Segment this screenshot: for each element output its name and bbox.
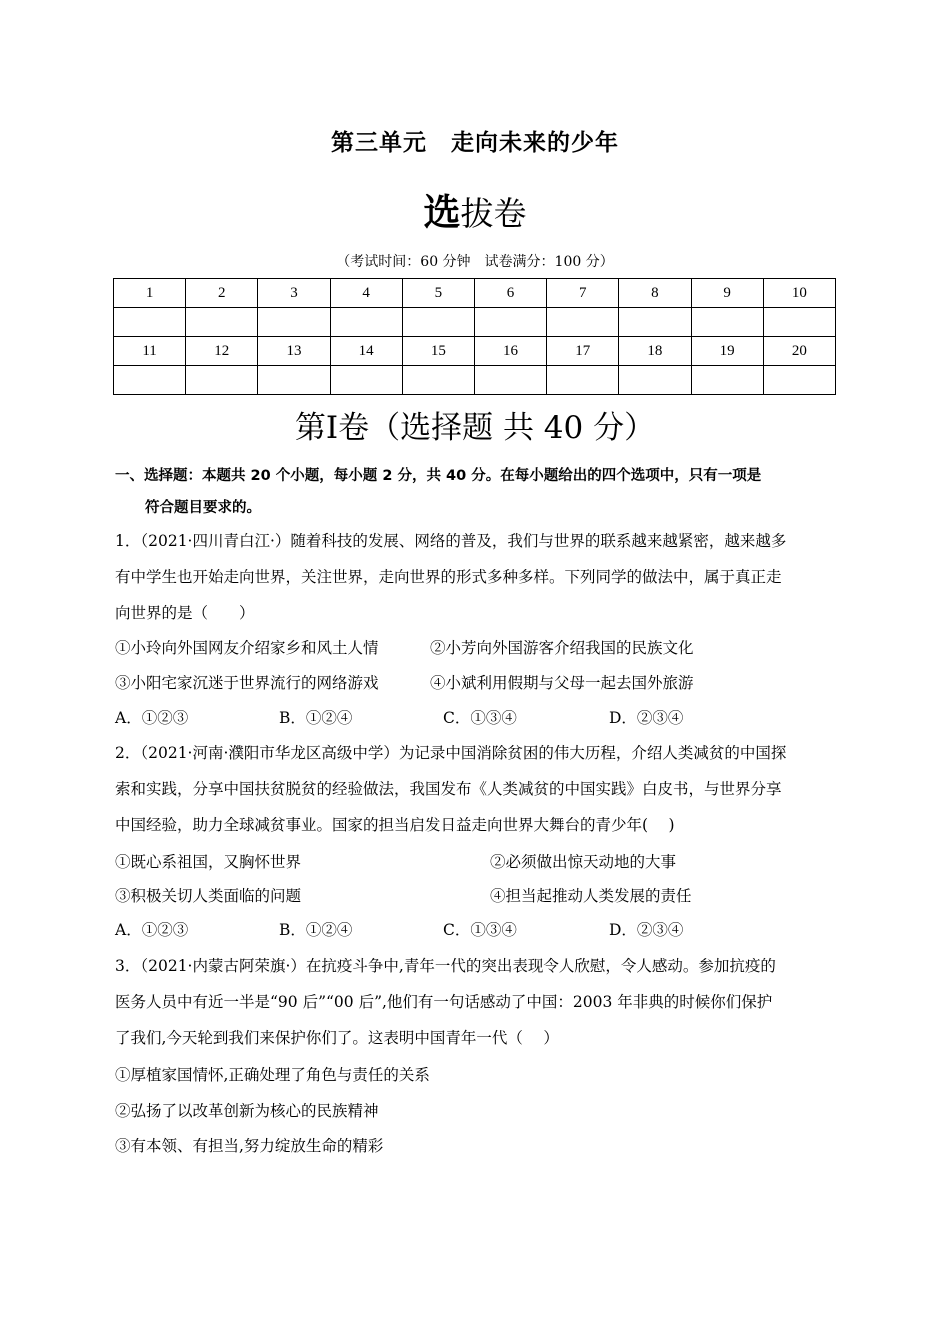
question-1-stem-line1: 1．（2021·四川青白江·）随着科技的发展、网络的普及，我们与世界的联系越来越紧密，越来越多 <box>115 532 787 550</box>
answer-number-cell: 6 <box>474 279 546 308</box>
question-2-choice-b[interactable]: B．①②④ <box>279 921 353 939</box>
question-2-stem-line2: 索和实践，分享中国扶贫脱贫的经验做法，我国发布《人类减贫的中国实践》白皮书，与世界分享 <box>115 780 782 798</box>
answer-number-cell: 2 <box>186 279 258 308</box>
question-3-stem-line3: 了我们,今天轮到我们来保护你们了。这表明中国青年一代（ ） <box>115 1029 559 1047</box>
answer-blank-cell[interactable] <box>402 366 474 395</box>
question-1-statement-3: ③小阳宅家沉迷于世界流行的网络游戏 <box>115 674 379 692</box>
answer-number-cell: 9 <box>691 279 763 308</box>
question-1-choice-d[interactable]: D．②③④ <box>609 709 684 727</box>
answer-number-cell: 15 <box>402 337 474 366</box>
part-title: 第Ⅰ卷（选择题 共 40 分） <box>294 410 656 446</box>
paper-title <box>0 182 950 236</box>
question-2-statement-4: ④担当起推动人类发展的责任 <box>490 887 692 905</box>
answer-blank-cell[interactable] <box>763 308 835 337</box>
answer-number-cell: 11 <box>114 337 186 366</box>
question-2-statement-3: ③积极关切人类面临的问题 <box>115 887 302 905</box>
answer-number-cell: 17 <box>547 337 619 366</box>
answer-number-cell: 1 <box>114 279 186 308</box>
answer-grid-blank-row <box>114 308 836 337</box>
answer-number-cell: 13 <box>258 337 330 366</box>
question-1-stem-line3: 向世界的是（ ） <box>115 604 255 622</box>
answer-blank-cell[interactable] <box>114 366 186 395</box>
answer-blank-cell[interactable] <box>619 366 691 395</box>
paper-title-first-char: 选 <box>423 191 461 234</box>
question-1-choice-a[interactable]: A．①②③ <box>115 709 189 727</box>
answer-grid-blank-row <box>114 366 836 395</box>
question-2-stem-line1: 2．（2021·河南·濮阳市华龙区高级中学）为记录中国消除贫困的伟大历程，介绍人类减贫的中国探 <box>115 744 787 762</box>
question-3-statement-1: ①厚植家国情怀,正确处理了角色与责任的关系 <box>115 1066 430 1084</box>
question-1-statement-2: ②小芳向外国游客介绍我国的民族文化 <box>430 639 694 657</box>
answer-grid <box>113 278 836 395</box>
answer-blank-cell[interactable] <box>186 308 258 337</box>
question-1-statement-4: ④小斌利用假期与父母一起去国外旅游 <box>430 674 694 692</box>
question-2-choice-c[interactable]: C．①③④ <box>443 921 517 939</box>
section-heading-continued: 符合题目要求的。 <box>145 500 261 516</box>
question-2-choice-a[interactable]: A．①②③ <box>115 921 189 939</box>
question-1-statement-1: ①小玲向外国网友介绍家乡和风土人情 <box>115 639 379 657</box>
answer-grid-number-row <box>114 337 836 366</box>
answer-number-cell: 14 <box>330 337 402 366</box>
answer-number-cell: 10 <box>763 279 835 308</box>
question-3-stem-line2: 医务人员中有近一半是“90 后”“00 后”,他们有一句话感动了中国：2003 年非典的时候你们保护 <box>115 993 773 1011</box>
answer-blank-cell[interactable] <box>258 366 330 395</box>
question-1-choice-c[interactable]: C．①③④ <box>443 709 517 727</box>
answer-blank-cell[interactable] <box>330 366 402 395</box>
question-2-choice-d[interactable]: D．②③④ <box>609 921 684 939</box>
question-3-statement-2: ②弘扬了以改革创新为核心的民族精神 <box>115 1102 379 1120</box>
answer-blank-cell[interactable] <box>186 366 258 395</box>
question-1-choice-b[interactable]: B．①②④ <box>279 709 353 727</box>
question-2-stem-line3: 中国经验，助力全球减贫事业。国家的担当启发日益走向世界大舞台的青少年( ) <box>115 816 675 834</box>
answer-blank-cell[interactable] <box>258 308 330 337</box>
answer-blank-cell[interactable] <box>691 308 763 337</box>
answer-number-cell: 12 <box>186 337 258 366</box>
answer-number-cell: 20 <box>763 337 835 366</box>
paper-title-rest: 拔卷 <box>460 194 527 233</box>
answer-blank-cell[interactable] <box>547 366 619 395</box>
question-3-statement-3: ③有本领、有担当,努力绽放生命的精彩 <box>115 1137 384 1155</box>
answer-blank-cell[interactable] <box>114 308 186 337</box>
answer-number-cell: 3 <box>258 279 330 308</box>
answer-grid-number-row <box>114 279 836 308</box>
answer-number-cell: 4 <box>330 279 402 308</box>
unit-title: 第三单元 走向未来的少年 <box>331 130 619 156</box>
answer-number-cell: 5 <box>402 279 474 308</box>
answer-blank-cell[interactable] <box>691 366 763 395</box>
exam-info: （考试时间：60 分钟 试卷满分：100 分） <box>336 254 614 270</box>
question-1-stem-line2: 有中学生也开始走向世界，关注世界，走向世界的形式多种多样。下列同学的做法中，属于真正走 <box>115 568 782 586</box>
question-3-stem-line1: 3．（2021·内蒙古阿荣旗·）在抗疫斗争中,青年一代的突出表现令人欣慰，令人感动。参加抗疫的 <box>115 957 776 975</box>
answer-blank-cell[interactable] <box>763 366 835 395</box>
answer-number-cell: 19 <box>691 337 763 366</box>
answer-blank-cell[interactable] <box>330 308 402 337</box>
section-heading: 一、选择题：本题共 20 个小题，每小题 2 分，共 40 分。在每小题给出的四个选项中，只有一项是 <box>115 468 762 484</box>
question-2-statement-1: ①既心系祖国，又胸怀世界 <box>115 853 302 871</box>
answer-blank-cell[interactable] <box>619 308 691 337</box>
question-2-statement-2: ②必须做出惊天动地的大事 <box>490 853 677 871</box>
answer-number-cell: 8 <box>619 279 691 308</box>
answer-blank-cell[interactable] <box>547 308 619 337</box>
answer-blank-cell[interactable] <box>402 308 474 337</box>
answer-number-cell: 18 <box>619 337 691 366</box>
answer-number-cell: 16 <box>474 337 546 366</box>
answer-blank-cell[interactable] <box>474 366 546 395</box>
answer-number-cell: 7 <box>547 279 619 308</box>
answer-blank-cell[interactable] <box>474 308 546 337</box>
